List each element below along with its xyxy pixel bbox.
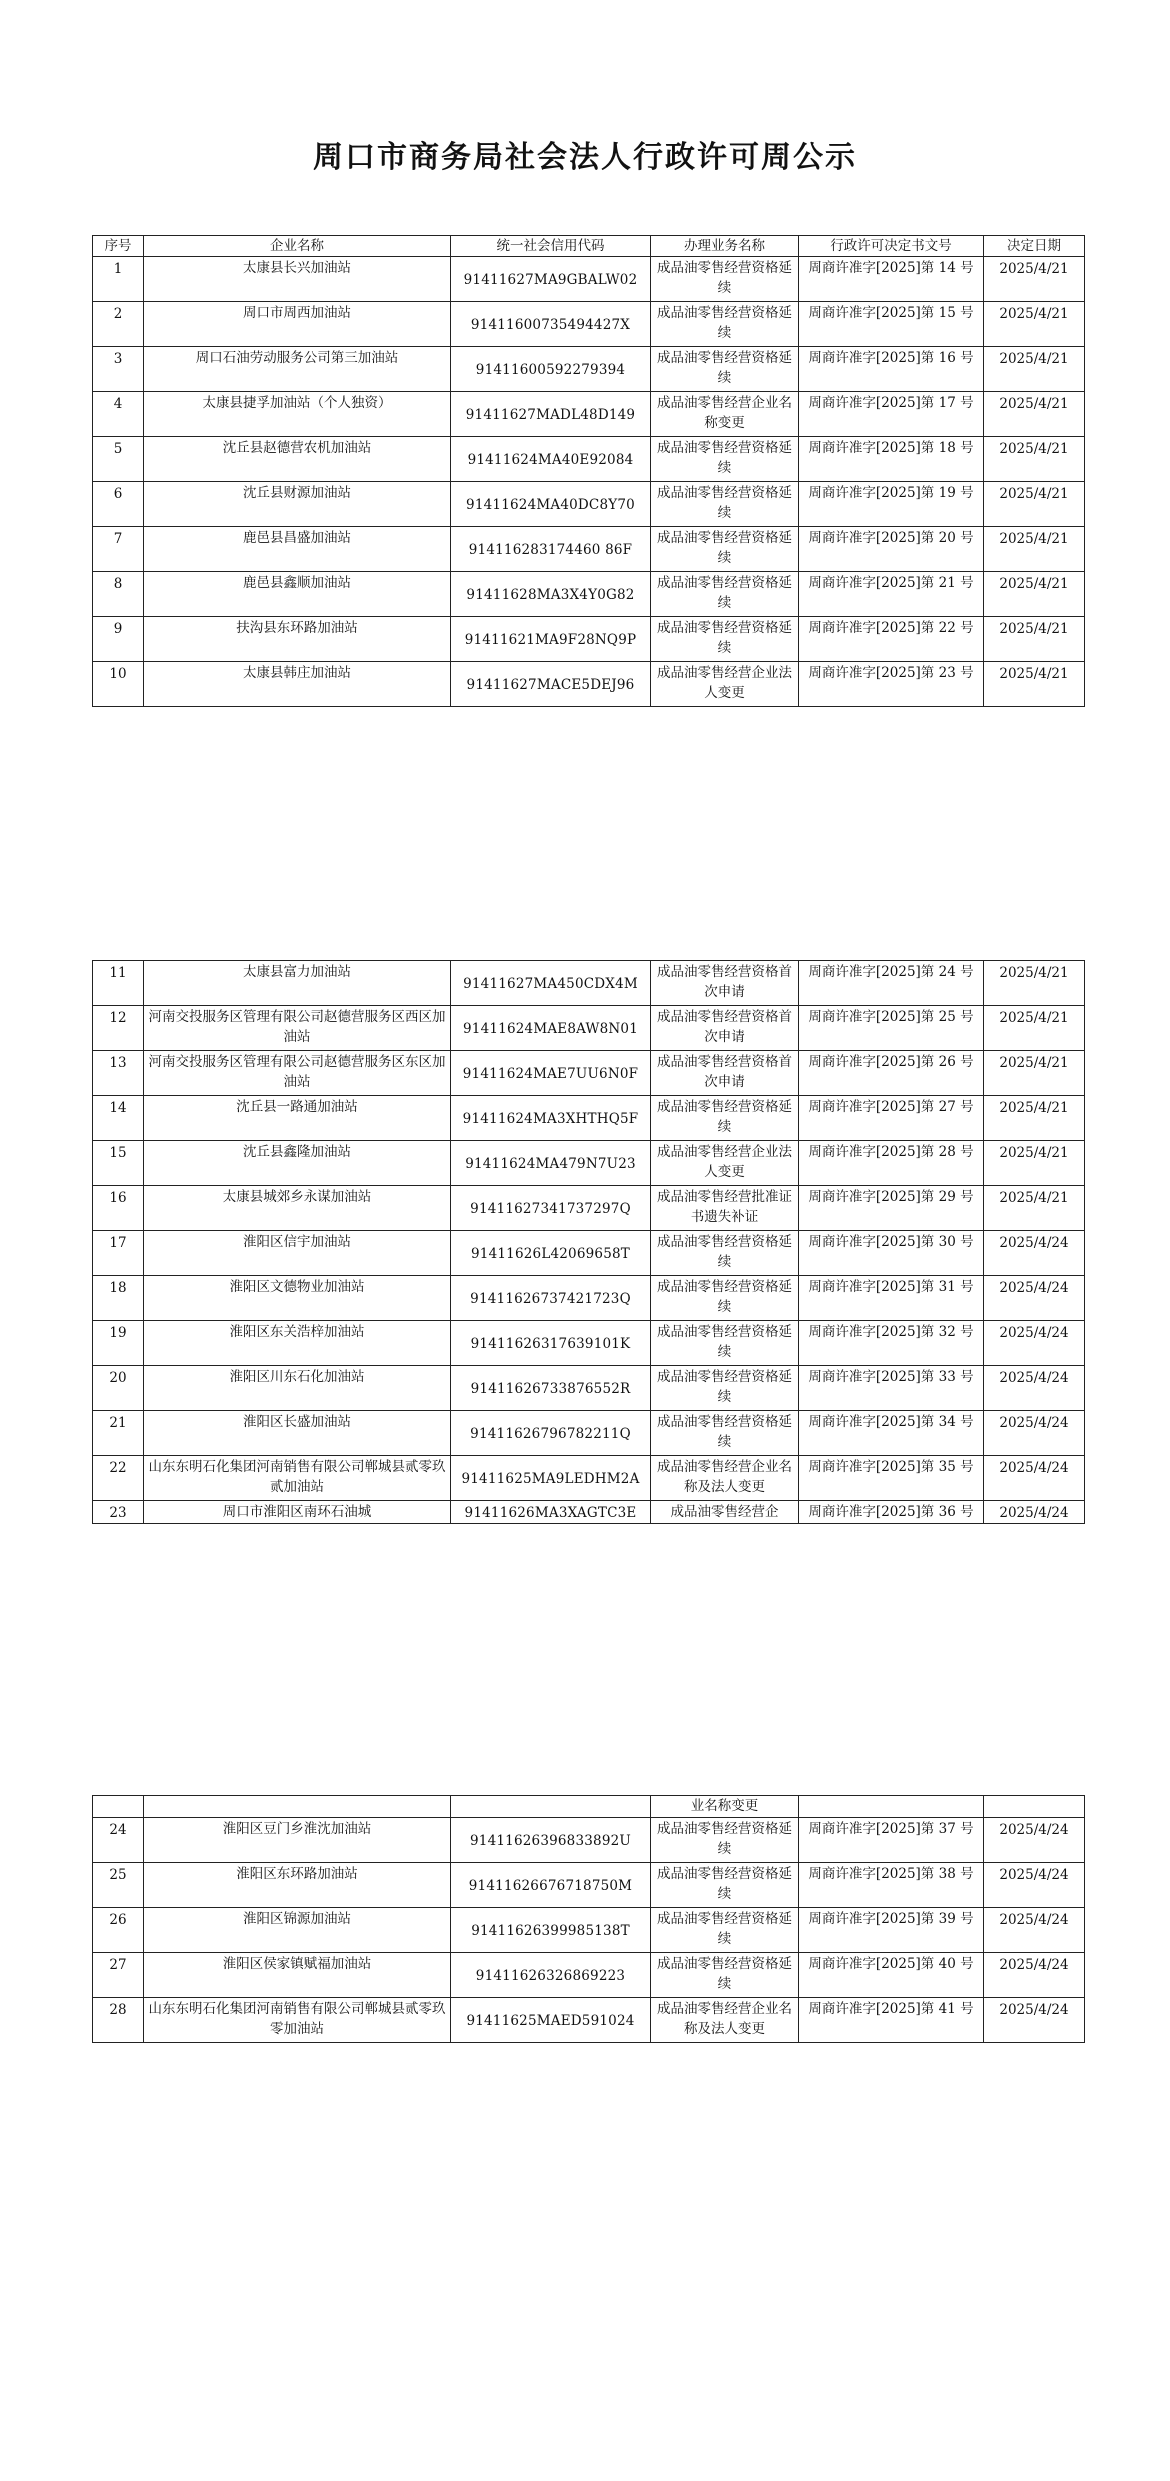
cell-seq: 18 (93, 1276, 144, 1321)
cell-decision-date: 2025/4/24 (984, 1411, 1085, 1456)
cell-document-number: 周商许准字[2025]第 23 号 (799, 662, 984, 707)
cell-seq: 20 (93, 1366, 144, 1411)
cell-decision-date: 2025/4/21 (984, 662, 1085, 707)
cell-credit-code: 91411626L42069658T (451, 1231, 651, 1276)
cell-document-number: 周商许准字[2025]第 32 号 (799, 1321, 984, 1366)
table-row (93, 392, 1085, 437)
cell-seq: 27 (93, 1953, 144, 1998)
cell-company-name: 淮阳区长盛加油站 (144, 1411, 451, 1456)
table-row (93, 1863, 1085, 1908)
cell-document-number: 周商许准字[2025]第 35 号 (799, 1456, 984, 1501)
cell-company-name: 太康县城郊乡永谋加油站 (144, 1186, 451, 1231)
cell-company-name: 沈丘县赵德营农机加油站 (144, 437, 451, 482)
cell-company-name: 淮阳区信宇加油站 (144, 1231, 451, 1276)
cell-business-name: 成品油零售经营资格延续 (651, 527, 799, 572)
cell-company-name: 太康县韩庄加油站 (144, 662, 451, 707)
cell-document-number: 周商许准字[2025]第 33 号 (799, 1366, 984, 1411)
cell-document-number: 周商许准字[2025]第 25 号 (799, 1006, 984, 1051)
table-row (93, 1818, 1085, 1863)
cell-decision-date: 2025/4/21 (984, 1096, 1085, 1141)
cell-credit-code: 91411626796782211Q (451, 1411, 651, 1456)
cell-business-name: 成品油零售经营资格延续 (651, 347, 799, 392)
cell-credit-code: 91411626317639101K (451, 1321, 651, 1366)
cell-document-number: 周商许准字[2025]第 21 号 (799, 572, 984, 617)
cell-credit-code: 91411627MADL48D149 (451, 392, 651, 437)
cell-credit-code: 91411626737421723Q (451, 1276, 651, 1321)
cell-decision-date: 2025/4/24 (984, 1818, 1085, 1863)
cell-company-name: 淮阳区豆门乡淮沈加油站 (144, 1818, 451, 1863)
cell-credit-code: 91411624MA3XHTHQ5F (451, 1096, 651, 1141)
cell-document-number: 周商许准字[2025]第 38 号 (799, 1863, 984, 1908)
cell-seq: 12 (93, 1006, 144, 1051)
cell-decision-date: 2025/4/21 (984, 482, 1085, 527)
cell-company-name: 周口石油劳动服务公司第三加油站 (144, 347, 451, 392)
cell-decision-date: 2025/4/24 (984, 1321, 1085, 1366)
cell-decision-date: 2025/4/21 (984, 257, 1085, 302)
cell-document-number: 周商许准字[2025]第 19 号 (799, 482, 984, 527)
cell-business-name: 成品油零售经营资格延续 (651, 1908, 799, 1953)
table-row (93, 1186, 1085, 1231)
cell-seq: 16 (93, 1186, 144, 1231)
table-row (93, 1141, 1085, 1186)
cell-document-number: 周商许准字[2025]第 41 号 (799, 1998, 984, 2043)
cell-credit-code: 914116283174460 86F (451, 527, 651, 572)
cell-document-number: 周商许准字[2025]第 16 号 (799, 347, 984, 392)
table-row (93, 1051, 1085, 1096)
cell-company-name: 鹿邑县鑫顺加油站 (144, 572, 451, 617)
cell-business-name: 成品油零售经营资格延续 (651, 1953, 799, 1998)
cell-seq: 9 (93, 617, 144, 662)
table-row (93, 527, 1085, 572)
cell-business-name: 成品油零售经营企业名称变更 (651, 392, 799, 437)
cell-business-name: 成品油零售经营资格延续 (651, 1276, 799, 1321)
cell-decision-date: 2025/4/21 (984, 392, 1085, 437)
cell-business-name: 成品油零售经营企业名称及法人变更 (651, 1998, 799, 2043)
cell-seq: 26 (93, 1908, 144, 1953)
cell-seq: 5 (93, 437, 144, 482)
cell-company-name: 沈丘县一路通加油站 (144, 1096, 451, 1141)
cell-business-name: 成品油零售经营资格延续 (651, 257, 799, 302)
cell-company-name: 淮阳区东关浩梓加油站 (144, 1321, 451, 1366)
cell-business-name: 成品油零售经营资格延续 (651, 482, 799, 527)
cell-decision-date: 2025/4/24 (984, 1908, 1085, 1953)
cell-business-name: 成品油零售经营资格延续 (651, 1321, 799, 1366)
cell-seq: 8 (93, 572, 144, 617)
cell-document-number: 周商许准字[2025]第 17 号 (799, 392, 984, 437)
cell-credit-code: 91411600592279394 (451, 347, 651, 392)
cell-seq: 14 (93, 1096, 144, 1141)
cell-seq: 7 (93, 527, 144, 572)
cell-credit-code: 91411628MA3X4Y0G82 (451, 572, 651, 617)
cell-company-name: 沈丘县鑫隆加油站 (144, 1141, 451, 1186)
cell-credit-code: 91411624MAE8AW8N01 (451, 1006, 651, 1051)
cell-decision-date: 2025/4/21 (984, 961, 1085, 1006)
cell-business-name: 成品油零售经营资格首次申请 (651, 961, 799, 1006)
cell-seq: 17 (93, 1231, 144, 1276)
cell-seq: 4 (93, 392, 144, 437)
cell-document-number: 周商许准字[2025]第 36 号 (799, 1501, 984, 1524)
permit-table-page-2 (92, 960, 1085, 1524)
cell-seq: 15 (93, 1141, 144, 1186)
cell-company-name: 周口市周西加油站 (144, 302, 451, 347)
cell-company-name: 淮阳区东环路加油站 (144, 1863, 451, 1908)
cell-document-number: 周商许准字[2025]第 30 号 (799, 1231, 984, 1276)
cell-seq: 19 (93, 1321, 144, 1366)
table-row (93, 961, 1085, 1006)
cell-document-number: 周商许准字[2025]第 27 号 (799, 1096, 984, 1141)
cell-credit-code: 91411626396833892U (451, 1818, 651, 1863)
cell-credit-code: 91411626399985138T (451, 1908, 651, 1953)
table-row (93, 662, 1085, 707)
cell-company-name: 山东东明石化集团河南销售有限公司郸城县贰零玖零加油站 (144, 1998, 451, 2043)
cell-seq: 2 (93, 302, 144, 347)
table-row (93, 1321, 1085, 1366)
cell-business-name: 成品油零售经营资格延续 (651, 437, 799, 482)
cell-credit-code: 91411626733876552R (451, 1366, 651, 1411)
cell-business-name: 成品油零售经营企业名称及法人变更 (651, 1456, 799, 1501)
cell-document-number: 周商许准字[2025]第 28 号 (799, 1141, 984, 1186)
cell-decision-date: 2025/4/24 (984, 1366, 1085, 1411)
cell-business-name-continued: 业名称变更 (651, 1796, 799, 1818)
table-row (93, 617, 1085, 662)
cell-document-number: 周商许准字[2025]第 18 号 (799, 437, 984, 482)
cell-decision-date: 2025/4/21 (984, 1051, 1085, 1096)
cell-company-name: 淮阳区文德物业加油站 (144, 1276, 451, 1321)
cell-company-name: 河南交投服务区管理有限公司赵德营服务区西区加油站 (144, 1006, 451, 1051)
cell-company-name: 山东东明石化集团河南销售有限公司郸城县贰零玖贰加油站 (144, 1456, 451, 1501)
cell-seq: 6 (93, 482, 144, 527)
cell-document-number: 周商许准字[2025]第 31 号 (799, 1276, 984, 1321)
header-document-number: 行政许可决定书文号 (799, 236, 984, 257)
table-row (93, 1501, 1085, 1524)
cell-company-name: 太康县富力加油站 (144, 961, 451, 1006)
cell-business-name: 成品油零售经营资格延续 (651, 302, 799, 347)
cell-decision-date: 2025/4/21 (984, 347, 1085, 392)
header-decision-date: 决定日期 (984, 236, 1085, 257)
table-row (93, 347, 1085, 392)
table-row (93, 1006, 1085, 1051)
cell-credit-code: 91411625MA9LEDHM2A (451, 1456, 651, 1501)
cell-business-name: 成品油零售经营资格首次申请 (651, 1006, 799, 1051)
cell-decision-date: 2025/4/24 (984, 1953, 1085, 1998)
cell-seq: 13 (93, 1051, 144, 1096)
cell-credit-code: 91411626326869223 (451, 1953, 651, 1998)
cell-decision-date: 2025/4/24 (984, 1998, 1085, 2043)
cell-document-number: 周商许准字[2025]第 22 号 (799, 617, 984, 662)
cell-company-name: 太康县捷孚加油站（个人独资） (144, 392, 451, 437)
table-row (93, 437, 1085, 482)
cell-business-name: 成品油零售经营企业法人变更 (651, 1141, 799, 1186)
cell-document-number: 周商许准字[2025]第 34 号 (799, 1411, 984, 1456)
cell-business-name: 成品油零售经营批准证书遗失补证 (651, 1186, 799, 1231)
cell-decision-date: 2025/4/21 (984, 1141, 1085, 1186)
cell-document-number: 周商许准字[2025]第 29 号 (799, 1186, 984, 1231)
table-row (93, 1276, 1085, 1321)
cell-credit-code: 91411627MA9GBALW02 (451, 257, 651, 302)
table-row (93, 302, 1085, 347)
cell-decision-date: 2025/4/21 (984, 527, 1085, 572)
cell-seq: 23 (93, 1501, 144, 1524)
cell-seq: 28 (93, 1998, 144, 2043)
table-row (93, 1998, 1085, 2043)
cell-decision-date: 2025/4/21 (984, 1186, 1085, 1231)
cell-decision-date: 2025/4/24 (984, 1456, 1085, 1501)
cell-company-name: 沈丘县财源加油站 (144, 482, 451, 527)
table-row (93, 1908, 1085, 1953)
cell-seq: 22 (93, 1456, 144, 1501)
cell-business-name: 成品油零售经营资格延续 (651, 1231, 799, 1276)
cell-seq: 3 (93, 347, 144, 392)
cell-credit-code: 91411626MA3XAGTC3E (451, 1501, 651, 1524)
cell-business-name: 成品油零售经营资格延续 (651, 617, 799, 662)
cell-decision-date: 2025/4/24 (984, 1276, 1085, 1321)
cell-credit-code: 91411627341737297Q (451, 1186, 651, 1231)
cell-business-name: 成品油零售经营资格延续 (651, 1096, 799, 1141)
cell-business-name: 成品油零售经营企 (651, 1501, 799, 1524)
cell-document-number: 周商许准字[2025]第 26 号 (799, 1051, 984, 1096)
cell-seq: 10 (93, 662, 144, 707)
cell-document-number: 周商许准字[2025]第 37 号 (799, 1818, 984, 1863)
cell-document-number: 周商许准字[2025]第 24 号 (799, 961, 984, 1006)
cell-decision-date: 2025/4/21 (984, 572, 1085, 617)
cell-credit-code: 91411624MA40E92084 (451, 437, 651, 482)
header-company-name: 企业名称 (144, 236, 451, 257)
cell-credit-code: 91411627MACE5DEJ96 (451, 662, 651, 707)
cell-decision-date: 2025/4/21 (984, 302, 1085, 347)
cell-credit-code: 91411600735494427X (451, 302, 651, 347)
header-credit-code: 统一社会信用代码 (451, 236, 651, 257)
cell-business-name: 成品油零售经营资格延续 (651, 1818, 799, 1863)
table-row-continuation (93, 1796, 1085, 1818)
cell-company-name: 太康县长兴加油站 (144, 257, 451, 302)
cell-company-name: 河南交投服务区管理有限公司赵德营服务区东区加油站 (144, 1051, 451, 1096)
cell-decision-date: 2025/4/21 (984, 1006, 1085, 1051)
table-row (93, 1456, 1085, 1501)
cell-seq: 25 (93, 1863, 144, 1908)
table-row (93, 1366, 1085, 1411)
cell-seq: 1 (93, 257, 144, 302)
cell-company-name: 淮阳区川东石化加油站 (144, 1366, 451, 1411)
cell-company-name: 扶沟县东环路加油站 (144, 617, 451, 662)
cell-credit-code: 91411624MAE7UU6N0F (451, 1051, 651, 1096)
cell-company-name: 淮阳区侯家镇赋福加油站 (144, 1953, 451, 1998)
cell-business-name: 成品油零售经营资格首次申请 (651, 1051, 799, 1096)
cell-credit-code: 91411624MA40DC8Y70 (451, 482, 651, 527)
header-seq: 序号 (93, 236, 144, 257)
cell-document-number: 周商许准字[2025]第 40 号 (799, 1953, 984, 1998)
cell-credit-code: 91411625MAED591024 (451, 1998, 651, 2043)
cell-company-name: 鹿邑县昌盛加油站 (144, 527, 451, 572)
table-row (93, 1231, 1085, 1276)
cell-credit-code: 91411621MA9F28NQ9P (451, 617, 651, 662)
cell-decision-date: 2025/4/21 (984, 617, 1085, 662)
table-row (93, 1953, 1085, 1998)
table-row (93, 572, 1085, 617)
table-row (93, 1096, 1085, 1141)
cell-business-name: 成品油零售经营企业法人变更 (651, 662, 799, 707)
cell-document-number: 周商许准字[2025]第 15 号 (799, 302, 984, 347)
cell-business-name: 成品油零售经营资格延续 (651, 1366, 799, 1411)
cell-document-number: 周商许准字[2025]第 39 号 (799, 1908, 984, 1953)
cell-seq: 24 (93, 1818, 144, 1863)
cell-seq: 11 (93, 961, 144, 1006)
permit-table-page-3 (92, 1795, 1085, 2043)
header-business-name: 办理业务名称 (651, 236, 799, 257)
cell-seq: 21 (93, 1411, 144, 1456)
table-row (93, 482, 1085, 527)
permit-table-page-1 (92, 235, 1085, 707)
cell-company-name: 淮阳区锦源加油站 (144, 1908, 451, 1953)
cell-document-number: 周商许准字[2025]第 14 号 (799, 257, 984, 302)
table-row (93, 1411, 1085, 1456)
cell-business-name: 成品油零售经营资格延续 (651, 572, 799, 617)
cell-business-name: 成品油零售经营资格延续 (651, 1411, 799, 1456)
cell-business-name: 成品油零售经营资格延续 (651, 1863, 799, 1908)
cell-decision-date: 2025/4/24 (984, 1231, 1085, 1276)
cell-document-number: 周商许准字[2025]第 20 号 (799, 527, 984, 572)
table-header-row (93, 236, 1085, 257)
cell-credit-code: 91411626676718750M (451, 1863, 651, 1908)
cell-decision-date: 2025/4/24 (984, 1863, 1085, 1908)
table-row (93, 257, 1085, 302)
page-title: 周口市商务局社会法人行政许可周公示 (313, 140, 857, 175)
cell-company-name: 周口市淮阳区南环石油城 (144, 1501, 451, 1524)
cell-credit-code: 91411627MA450CDX4M (451, 961, 651, 1006)
cell-credit-code: 91411624MA479N7U23 (451, 1141, 651, 1186)
cell-decision-date: 2025/4/21 (984, 437, 1085, 482)
cell-decision-date: 2025/4/24 (984, 1501, 1085, 1524)
